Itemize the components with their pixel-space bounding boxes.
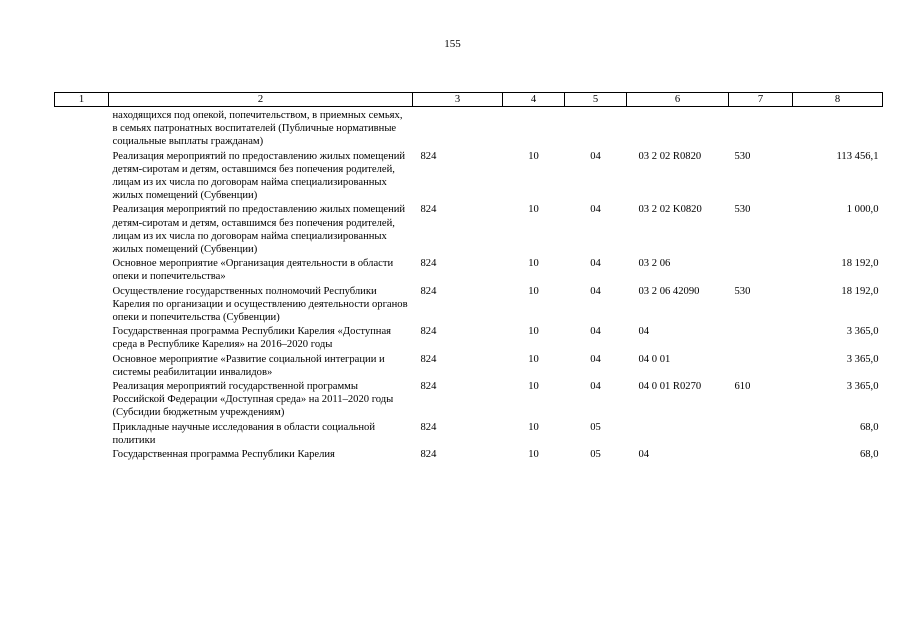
section-code: 10: [528, 258, 539, 270]
section-code: 10: [528, 381, 539, 393]
expense-type-code: [729, 448, 793, 462]
amount: 68,0: [859, 421, 879, 433]
section-code: 10: [528, 204, 539, 216]
ministry-code: 824: [420, 285, 437, 297]
page-number: 155: [444, 38, 461, 50]
amount: 18 192,0: [841, 258, 879, 270]
budget-table: [54, 92, 883, 462]
subsection-code: 04: [590, 285, 601, 297]
row-number-cell: [55, 285, 109, 326]
subsection-code: 05: [590, 449, 601, 461]
expense-type-code: 610: [734, 381, 751, 393]
section-code: 10: [528, 449, 539, 461]
target-article-code: 04 0 01: [638, 353, 671, 365]
row-number-cell: [55, 448, 109, 462]
section-code: 10: [528, 421, 539, 433]
ministry-code: 824: [420, 258, 437, 270]
target-article-code: 04: [638, 449, 650, 461]
amount: [793, 107, 883, 150]
target-article-code: 04: [638, 326, 650, 338]
section-code: [503, 107, 565, 150]
row-number-cell: [55, 203, 109, 257]
table-row: [55, 285, 883, 326]
table-row: [55, 421, 883, 448]
column-header-3: 3: [413, 93, 503, 107]
target-article-code: 04 0 01 R0270: [638, 381, 702, 393]
row-number-cell: [55, 421, 109, 448]
target-article-code: 03 2 06: [638, 258, 671, 270]
expense-type-code: 530: [734, 204, 751, 216]
amount: 113 456,1: [836, 150, 879, 162]
row-number-cell: [55, 353, 109, 380]
amount: 68,0: [859, 449, 879, 461]
row-number-cell: [55, 107, 109, 150]
ministry-code: 824: [420, 150, 437, 162]
subsection-code: 04: [590, 150, 601, 162]
subsection-code: 04: [590, 326, 601, 338]
table-row: [55, 380, 883, 421]
subsection-code: 04: [590, 204, 601, 216]
item-name: Осуществление государственных полномочий Республики Карелия по организации и осуществлению деятельности органов опеки и попечительства (Субвенции): [112, 285, 408, 324]
row-number-cell: [55, 325, 109, 352]
amount: 3 365,0: [846, 381, 879, 393]
column-header-2: 2: [109, 93, 413, 107]
ministry-code: 824: [420, 326, 437, 338]
ministry-code: 824: [420, 381, 437, 393]
item-name: Реализация мероприятий государственной программы Российской Федерации «Доступная среда» на 2011–2020 годы (Субсидии бюджетным учреждениям): [112, 381, 394, 419]
expense-type-code: 530: [734, 150, 751, 162]
column-header-4: 4: [503, 93, 565, 107]
expense-type-code: [729, 421, 793, 448]
table-row: [55, 353, 883, 380]
item-name: Реализация мероприятий по предоставлению жилых помещений детям-сиротам и детям, оставшимся без попечения родителей, лицам из их числа по договорам найма специализированных жилых помещений (Субвенции): [112, 204, 406, 256]
row-number-cell: [55, 257, 109, 284]
ministry-code: [413, 107, 503, 150]
ministry-code: 824: [420, 421, 437, 433]
item-name: Государственная программа Республики Карелия: [112, 449, 335, 461]
column-header-1: 1: [55, 93, 109, 107]
row-number-cell: [55, 150, 109, 204]
expense-type-code: [729, 325, 793, 352]
column-header-7: 7: [729, 93, 793, 107]
section-code: 10: [528, 326, 539, 338]
ministry-code: 824: [420, 449, 437, 461]
section-code: 10: [528, 150, 539, 162]
section-code: 10: [528, 285, 539, 297]
expense-type-code: [729, 353, 793, 380]
target-article-code: 03 2 02 K0820: [638, 204, 702, 216]
subsection-code: 04: [590, 258, 601, 270]
table-row: [55, 107, 883, 150]
amount: 3 365,0: [846, 353, 879, 365]
column-header-5: 5: [565, 93, 627, 107]
expense-type-code: [729, 107, 793, 150]
table-row: [55, 448, 883, 462]
ministry-code: 824: [420, 204, 437, 216]
table-row: [55, 150, 883, 204]
subsection-code: 04: [590, 353, 601, 365]
amount: 18 192,0: [841, 285, 879, 297]
section-code: 10: [528, 353, 539, 365]
target-article-code: 03 2 06 42090: [638, 285, 700, 297]
column-header-8: 8: [793, 93, 883, 107]
item-name: Государственная программа Республики Карелия «Доступная среда в Республике Карелия» на 2016–2020 годы: [112, 326, 392, 351]
ministry-code: 824: [420, 353, 437, 365]
item-name: Прикладные научные исследования в области социальной политики: [112, 421, 376, 446]
item-name: Реализация мероприятий по предоставлению жилых помещений детям-сиротам и детям, оставшимся без попечения родителей, лицам из их числа по договорам найма специализированных жилых помещений (Субвенции): [112, 150, 406, 202]
subsection-code: 05: [590, 421, 601, 433]
expense-type-code: [729, 257, 793, 284]
expense-type-code: 530: [734, 285, 751, 297]
subsection-code: [565, 107, 627, 150]
table-row: [55, 203, 883, 257]
target-article-code: 03 2 02 R0820: [638, 150, 702, 162]
table-row: [55, 325, 883, 352]
item-name: находящихся под опекой, попечительством, в приемных семьях, в семьях патронатных воспитателей (Публичные нормативные социальные выплаты гражданам): [112, 110, 403, 148]
table-row: [55, 257, 883, 284]
item-name: Основное мероприятие «Организация деятельности в области опеки и попечительства»: [112, 258, 394, 283]
amount: 1 000,0: [846, 204, 879, 216]
subsection-code: 04: [590, 381, 601, 393]
amount: 3 365,0: [846, 326, 879, 338]
target-article-code: [627, 421, 729, 448]
target-article-code: [627, 107, 729, 150]
row-number-cell: [55, 380, 109, 421]
column-header-6: 6: [627, 93, 729, 107]
table-header-row: [55, 93, 883, 107]
item-name: Основное мероприятие «Развитие социальной интеграции и системы реабилитации инвалидов»: [112, 353, 385, 378]
